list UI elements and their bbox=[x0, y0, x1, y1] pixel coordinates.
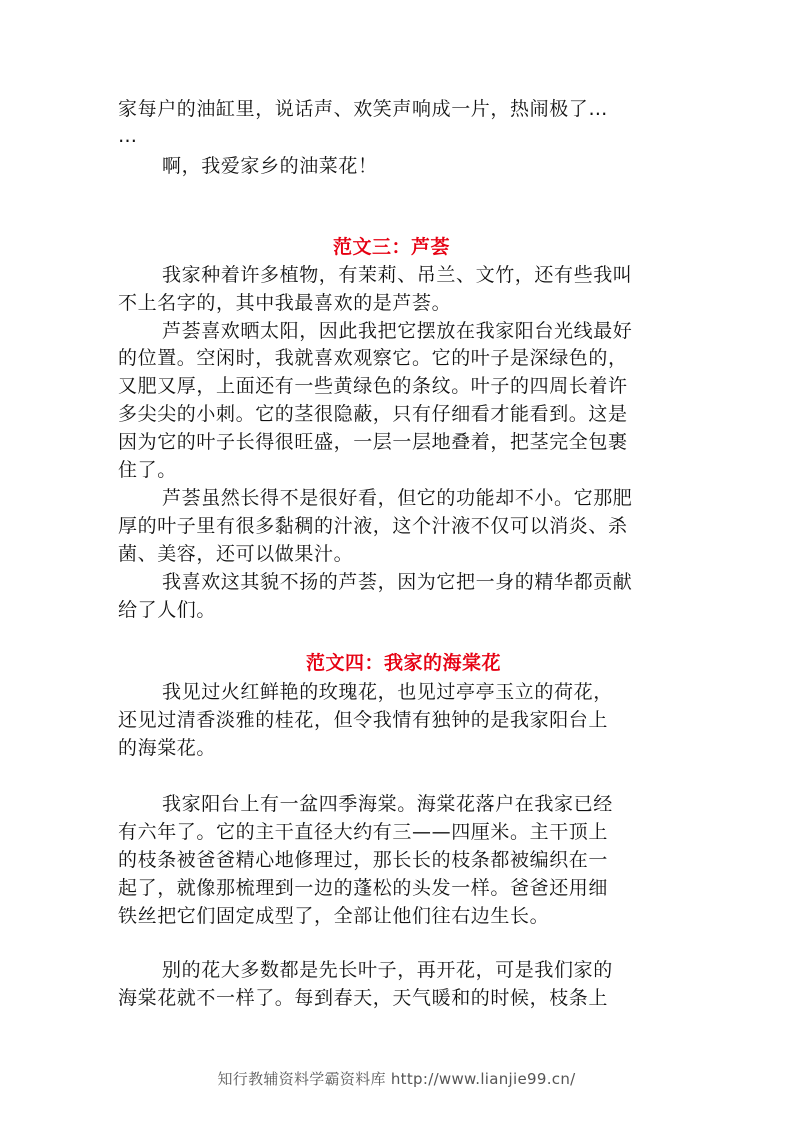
paragraph-line: 因为它的叶子长得很旺盛，一层一层地叠着，把茎完全包裹 bbox=[118, 431, 628, 453]
paragraph-line: 别的花大多数都是先长叶子，再开花，可是我们家的 bbox=[162, 959, 613, 981]
paragraph-line: 菌、美容，还可以做果汁。 bbox=[118, 543, 354, 565]
paragraph-line: 给了人们。 bbox=[118, 599, 217, 621]
paragraph-line: 厚的叶子里有很多黏稠的汁液，这个汁液不仅可以消炎、杀 bbox=[118, 515, 628, 537]
intro-line: 啊，我爱家乡的油菜花！ bbox=[162, 155, 378, 177]
paragraph-line: 还见过清香淡雅的桂花，但令我情有独钟的是我家阳台上 bbox=[118, 709, 609, 731]
paragraph-line: 的枝条被爸爸精心地修理过，那长长的枝条都被编织在一 bbox=[118, 849, 609, 871]
paragraph-line: 我喜欢这其貌不扬的芦荟，因为它把一身的精华都贡献 bbox=[162, 571, 633, 593]
paragraph-line: 芦荟喜欢晒太阳，因此我把它摆放在我家阳台光线最好 bbox=[162, 320, 633, 342]
paragraph-line: 起了，就像那梳理到一边的蓬松的头发一样。爸爸还用细 bbox=[118, 877, 609, 899]
paragraph-line: 不上名字的，其中我最喜欢的是芦荟。 bbox=[118, 292, 452, 314]
paragraph-line: 多尖尖的小刺。它的茎很隐蔽，只有仔细看才能看到。这是 bbox=[118, 403, 628, 425]
essay3-title: 范文三：芦荟 bbox=[333, 236, 451, 258]
paragraph-line: 我家阳台上有一盆四季海棠。海棠花落户在我家已经 bbox=[162, 793, 613, 815]
paragraph-line: 又肥又厚，上面还有一些黄绿色的条纹。叶子的四周长着许 bbox=[118, 375, 628, 397]
paragraph-line: 住了。 bbox=[118, 459, 177, 481]
intro-line: … bbox=[118, 125, 138, 147]
paragraph-line: 我见过火红鲜艳的玫瑰花，也见过亭亭玉立的荷花， bbox=[162, 681, 613, 703]
paragraph-line: 芦荟虽然长得不是很好看，但它的功能却不小。它那肥 bbox=[162, 487, 633, 509]
paragraph-line: 铁丝把它们固定成型了，全部让他们往右边生长。 bbox=[118, 905, 550, 927]
paragraph-line: 有六年了。它的主干直径大约有三——四厘米。主干顶上 bbox=[118, 821, 609, 843]
intro-line: 家每户的油缸里，说话声、欢笑声响成一片，热闹极了… bbox=[118, 98, 609, 120]
paragraph-line: 我家种着许多植物，有茉莉、吊兰、文竹，还有些我叫 bbox=[162, 264, 633, 286]
essay4-title: 范文四：我家的海棠花 bbox=[306, 652, 502, 674]
paragraph-line: 的海棠花。 bbox=[118, 737, 217, 759]
paragraph-line: 海棠花就不一样了。每到春天，天气暖和的时候，枝条上 bbox=[118, 987, 609, 1009]
paragraph-line: 的位置。空闲时，我就喜欢观察它。它的叶子是深绿色的， bbox=[118, 347, 628, 369]
footer-watermark: 知行教辅资料学霸资料库 http://www.lianjie99.cn/ bbox=[217, 1070, 576, 1088]
